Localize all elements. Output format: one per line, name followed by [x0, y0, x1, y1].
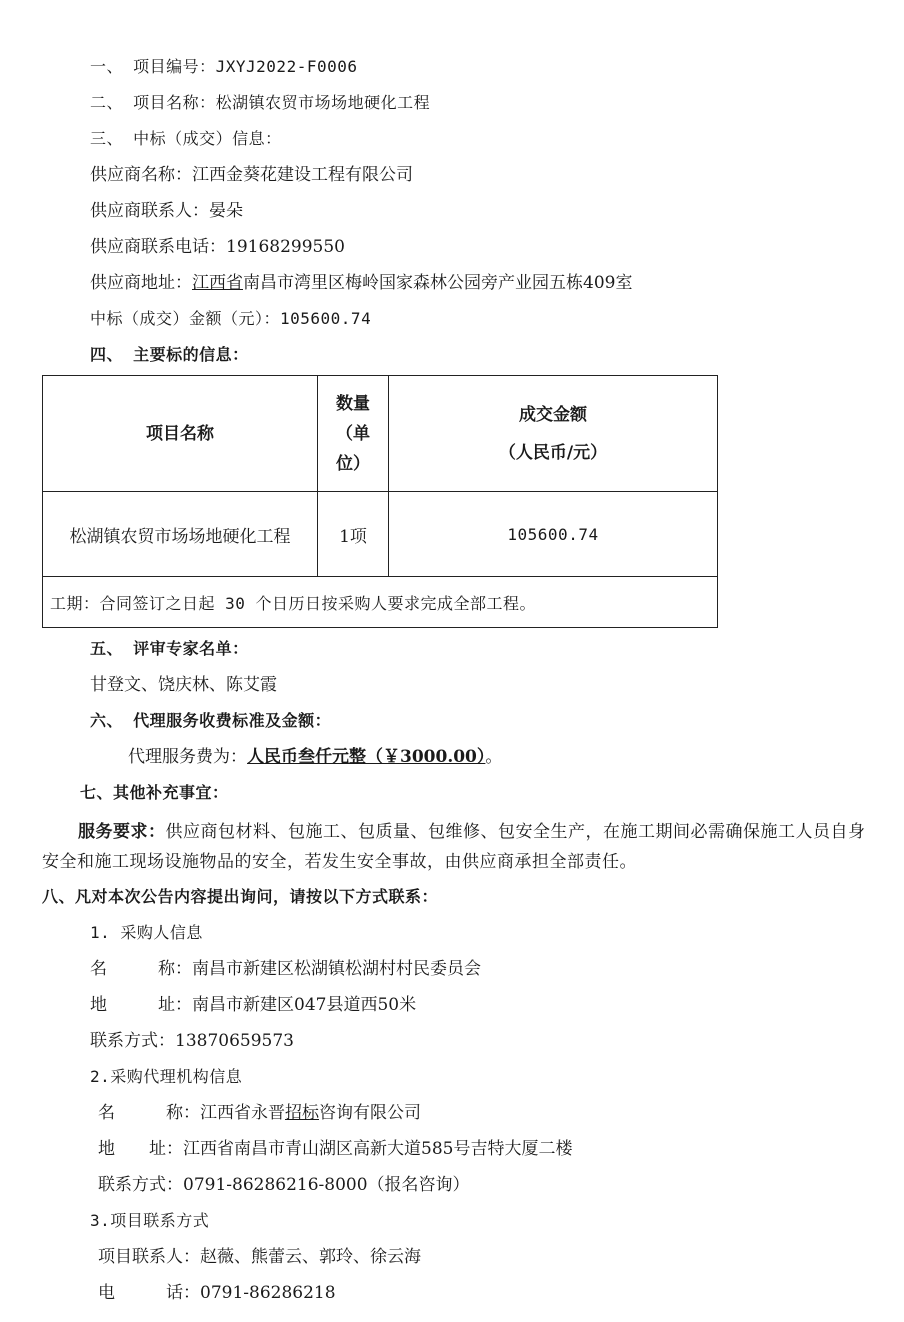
service-requirements-text: 供应商包材料、包施工、包质量、包维修、包安全生产，在施工期间必需确保施工人员自身安全和施工现场设施物品的安全，若发生安全事故，由供应商承担全部责任。 — [42, 822, 866, 872]
section-items-heading: 四、 主要标的信息： — [90, 345, 249, 364]
project-number: 一、 项目编号：JXYJ2022-F0006 — [90, 57, 358, 76]
fee-end: 。 — [485, 747, 503, 767]
address-province: 江西省 — [192, 273, 243, 293]
project-contact-people: 项目联系人：赵薇、熊蕾云、郭玲、徐云海 — [98, 1247, 421, 1267]
agency-fee — [128, 745, 502, 769]
section-supplement-heading: 七、其他补充事宜： — [80, 783, 229, 802]
purchaser-address: 地 址：南昌市新建区047县道西50米 — [90, 995, 417, 1015]
agency-name-suffix: 咨询有限公司 — [319, 1103, 421, 1123]
header-qty-line2: （单 — [336, 423, 370, 444]
supplier-name: 供应商名称：江西金葵花建设工程有限公司 — [90, 165, 413, 185]
section-winner-heading: 三、 中标（成交）信息： — [90, 129, 282, 148]
address-detail: 南昌市湾里区梅岭国家森林公园旁产业园五栋409室 — [243, 273, 633, 293]
purchaser-phone: 联系方式：13870659573 — [90, 1031, 294, 1051]
header-quantity — [318, 376, 389, 492]
agency-heading: 2.采购代理机构信息 — [90, 1067, 243, 1086]
purchaser-name: 名 称：南昌市新建区松湖镇松湖村村民委员会 — [90, 959, 481, 979]
service-requirements — [42, 817, 882, 877]
service-requirements-label: 服务要求： — [78, 822, 166, 842]
row-project-name: 松湖镇农贸市场场地硬化工程 — [43, 492, 318, 577]
items-table — [42, 375, 718, 628]
table-header-row — [43, 376, 718, 492]
agency-phone: 联系方式：0791-86286216-8000（报名咨询） — [98, 1175, 470, 1195]
header-amount-line2: （人民币/元） — [498, 442, 608, 463]
winning-amount: 中标（成交）金额（元）：105600.74 — [90, 309, 372, 328]
header-project-name: 项目名称 — [43, 376, 318, 492]
project-name: 二、 项目名称：松湖镇农贸市场场地硬化工程 — [90, 93, 431, 112]
fee-label: 代理服务费为： — [128, 747, 247, 767]
agency-name — [98, 1101, 421, 1125]
table-note-row — [43, 577, 718, 628]
supplier-phone: 供应商联系电话：19168299550 — [90, 237, 345, 257]
agency-address: 地 址：江西省南昌市青山湖区高新大道585号吉特大厦二楼 — [98, 1139, 573, 1159]
header-qty-line3: 位） — [336, 453, 370, 474]
supplier-contact: 供应商联系人：晏朵 — [90, 201, 243, 221]
agency-name-underlined: 招标 — [285, 1103, 319, 1123]
section-experts-heading: 五、 评审专家名单： — [90, 639, 249, 658]
header-amount-line1: 成交金额 — [519, 404, 587, 425]
fee-value: 人民币叁仟元整（￥3000.00） — [247, 747, 486, 767]
project-contact-heading: 3.项目联系方式 — [90, 1211, 210, 1230]
agency-name-prefix: 名 称：江西省永晋 — [98, 1103, 285, 1123]
experts-list: 甘登文、饶庆林、陈艾霞 — [90, 675, 277, 695]
section-contact-heading: 八、凡对本次公告内容提出询问，请按以下方式联系： — [42, 887, 439, 906]
address-label: 供应商地址： — [90, 273, 192, 293]
row-quantity: 1项 — [318, 492, 389, 577]
section-fee-heading: 六、 代理服务收费标准及金额： — [90, 711, 332, 730]
project-contact-phone: 电 话：0791-86286218 — [98, 1283, 336, 1303]
supplier-address — [90, 271, 632, 295]
header-qty-line1: 数量 — [336, 393, 370, 414]
construction-period-note: 工期：合同签订之日起 30 个日历日按采购人要求完成全部工程。 — [43, 577, 718, 628]
header-amount — [389, 376, 718, 492]
table-row — [43, 492, 718, 577]
row-amount: 105600.74 — [389, 492, 718, 577]
purchaser-heading: 1. 采购人信息 — [90, 923, 203, 942]
